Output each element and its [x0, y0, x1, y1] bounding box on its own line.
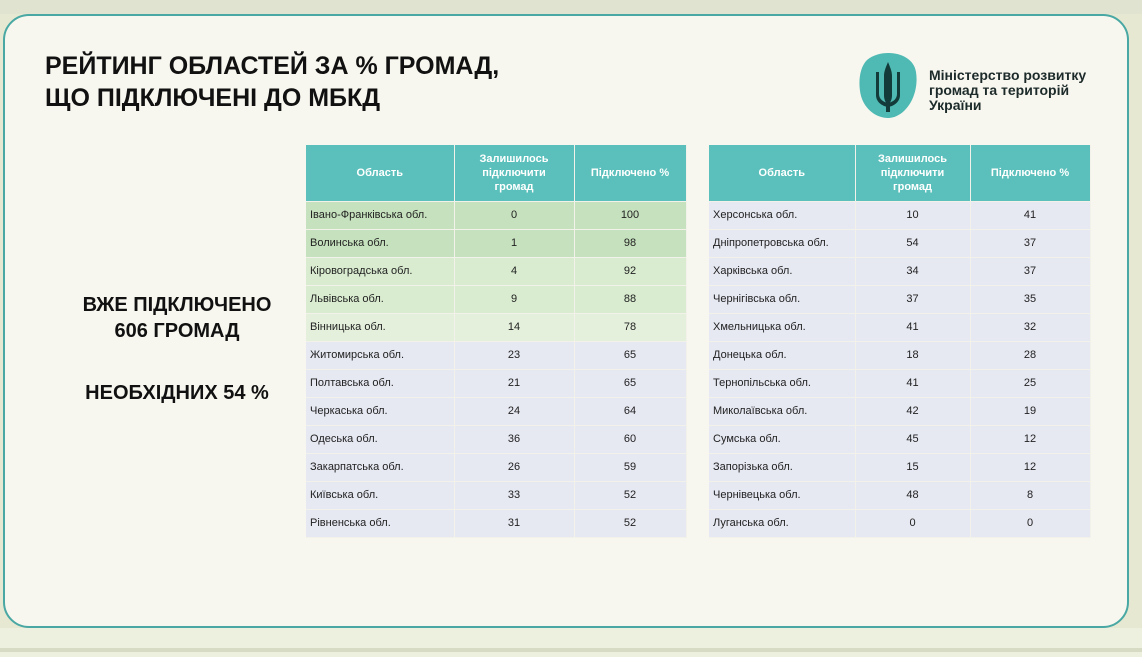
connected-label-line-2: 606 ГРОМАД: [114, 320, 240, 342]
table-row: [709, 453, 1090, 481]
required-label: НЕОБХІДНИХ 54 %: [85, 382, 269, 404]
remaining-cell: 54: [855, 229, 970, 257]
remaining-cell: 34: [855, 257, 970, 285]
connected-label-line-1: ВЖЕ ПІДКЛЮЧЕНО: [82, 294, 272, 316]
percent-cell: 12: [970, 425, 1090, 453]
remaining-cell: 0: [855, 509, 970, 537]
table-row: [709, 397, 1090, 425]
region-cell: Кіровоградська обл.: [306, 257, 454, 285]
region-cell: Закарпатська обл.: [306, 453, 454, 481]
region-cell: Київська обл.: [306, 481, 454, 509]
region-cell: Волинська обл.: [306, 229, 454, 257]
region-cell: Львівська обл.: [306, 285, 454, 313]
ministry-logo: [857, 50, 1119, 130]
table-row: [709, 201, 1090, 229]
ministry-name-line-3: України: [929, 97, 982, 113]
table-row: [306, 313, 686, 341]
slide-title-line-2: ЩО ПІДКЛЮЧЕНІ ДО МБКД: [45, 84, 381, 112]
percent-cell: 100: [574, 201, 686, 229]
percent-cell: 12: [970, 453, 1090, 481]
table-row: [306, 369, 686, 397]
remaining-cell: 36: [454, 425, 574, 453]
region-cell: Тернопільська обл.: [709, 369, 855, 397]
table-row: [709, 313, 1090, 341]
region-cell: Дніпропетровська обл.: [709, 229, 855, 257]
region-cell: Хмельницька обл.: [709, 313, 855, 341]
remaining-cell: 41: [855, 369, 970, 397]
percent-cell: 78: [574, 313, 686, 341]
table-row: [306, 229, 686, 257]
remaining-cell: 1: [454, 229, 574, 257]
window-bottom-divider: [0, 648, 1142, 652]
table-row: [709, 257, 1090, 285]
remaining-cell: 41: [855, 313, 970, 341]
region-cell: Житомирська обл.: [306, 341, 454, 369]
ranking-table-right: [709, 145, 1091, 538]
region-cell: Рівненська обл.: [306, 509, 454, 537]
region-cell: Сумська обл.: [709, 425, 855, 453]
region-cell: Миколаївська обл.: [709, 397, 855, 425]
region-cell: Полтавська обл.: [306, 369, 454, 397]
percent-cell: 59: [574, 453, 686, 481]
remaining-cell: 9: [454, 285, 574, 313]
remaining-cell: 48: [855, 481, 970, 509]
remaining-cell: 33: [454, 481, 574, 509]
remaining-cell: 24: [454, 397, 574, 425]
remaining-cell: 0: [454, 201, 574, 229]
table-row: [306, 341, 686, 369]
ministry-name-line-1: Міністерство розвитку: [929, 67, 1087, 83]
column-header-remaining: Залишилось підключити громад: [855, 145, 970, 201]
table-row: [306, 425, 686, 453]
region-cell: Вінницька обл.: [306, 313, 454, 341]
percent-cell: 52: [574, 481, 686, 509]
percent-cell: 64: [574, 397, 686, 425]
percent-cell: 37: [970, 257, 1090, 285]
percent-cell: 98: [574, 229, 686, 257]
region-cell: Чернігівська обл.: [709, 285, 855, 313]
remaining-cell: 31: [454, 509, 574, 537]
region-cell: Херсонська обл.: [709, 201, 855, 229]
region-cell: Івано-Франківська обл.: [306, 201, 454, 229]
table-header-row: [306, 145, 686, 201]
percent-cell: 65: [574, 341, 686, 369]
column-header-connected: Підключено %: [970, 145, 1090, 201]
column-header-remaining: Залишилось підключити громад: [454, 145, 574, 201]
table-row: [306, 481, 686, 509]
table-row: [709, 425, 1090, 453]
percent-cell: 88: [574, 285, 686, 313]
table-row: [709, 341, 1090, 369]
table-row: [709, 509, 1090, 537]
remaining-cell: 14: [454, 313, 574, 341]
percent-cell: 0: [970, 509, 1090, 537]
region-cell: Харківська обл.: [709, 257, 855, 285]
window-bottom-edge: [0, 628, 1142, 657]
percent-cell: 8: [970, 481, 1090, 509]
percent-cell: 28: [970, 341, 1090, 369]
region-cell: Луганська обл.: [709, 509, 855, 537]
connection-stats: [45, 292, 309, 406]
slide-title: [45, 50, 605, 114]
table-row: [709, 369, 1090, 397]
table-row: [709, 481, 1090, 509]
table-row: [306, 509, 686, 537]
ministry-name: [929, 68, 1119, 113]
remaining-cell: 26: [454, 453, 574, 481]
region-cell: Запорізька обл.: [709, 453, 855, 481]
column-header-connected: Підключено %: [574, 145, 686, 201]
remaining-cell: 21: [454, 369, 574, 397]
table-row: [306, 257, 686, 285]
window-top-edge: [0, 0, 1142, 14]
percent-cell: 32: [970, 313, 1090, 341]
table-row: [306, 453, 686, 481]
remaining-cell: 10: [855, 201, 970, 229]
percent-cell: 65: [574, 369, 686, 397]
percent-cell: 25: [970, 369, 1090, 397]
remaining-cell: 42: [855, 397, 970, 425]
table-row: [306, 201, 686, 229]
table-row: [306, 397, 686, 425]
region-cell: Донецька обл.: [709, 341, 855, 369]
table-row: [709, 285, 1090, 313]
percent-cell: 35: [970, 285, 1090, 313]
percent-cell: 41: [970, 201, 1090, 229]
remaining-cell: 23: [454, 341, 574, 369]
table-header-row: [709, 145, 1090, 201]
remaining-cell: 15: [855, 453, 970, 481]
slide-title-line-1: РЕЙТИНГ ОБЛАСТЕЙ ЗА % ГРОМАД,: [45, 52, 500, 80]
ministry-name-line-2: громад та територій: [929, 82, 1070, 98]
column-header-region: Область: [306, 145, 454, 201]
percent-cell: 19: [970, 397, 1090, 425]
region-cell: Чернівецька обл.: [709, 481, 855, 509]
remaining-cell: 4: [454, 257, 574, 285]
column-header-region: Область: [709, 145, 855, 201]
remaining-cell: 45: [855, 425, 970, 453]
remaining-cell: 18: [855, 341, 970, 369]
percent-cell: 60: [574, 425, 686, 453]
region-cell: Черкаська обл.: [306, 397, 454, 425]
percent-cell: 92: [574, 257, 686, 285]
ranking-table-left: [306, 145, 687, 538]
percent-cell: 37: [970, 229, 1090, 257]
table-row: [306, 285, 686, 313]
remaining-cell: 37: [855, 285, 970, 313]
percent-cell: 52: [574, 509, 686, 537]
region-cell: Одеська обл.: [306, 425, 454, 453]
table-row: [709, 229, 1090, 257]
trident-emblem-icon: [857, 50, 919, 120]
